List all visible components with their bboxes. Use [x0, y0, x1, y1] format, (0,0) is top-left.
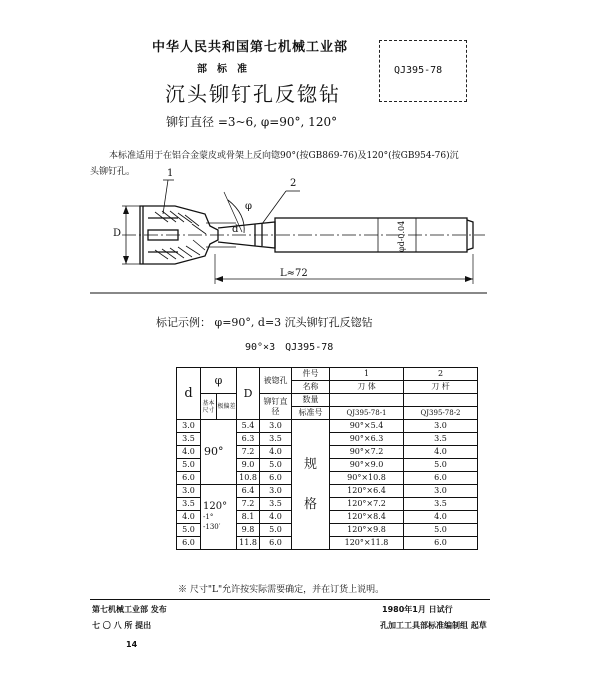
table-cell: 6.4: [237, 485, 260, 498]
specification-table: [176, 367, 478, 550]
standard-code: QJ395-78: [394, 65, 443, 76]
table-cell: 6.0: [260, 472, 292, 485]
table-cell: 6.0: [404, 537, 478, 550]
marking-example-line-1: 标记示例： φ=90°, d=3 沉头铆钉孔反锪钻: [156, 316, 373, 329]
header-rivet-dia: 铆钉直径: [260, 394, 292, 420]
footer-proposer: 七 〇 八 所 提出: [92, 621, 152, 630]
table-cell: 90°×6.3: [330, 433, 404, 446]
table-cell: [330, 394, 404, 407]
table-cell: 4.0: [404, 446, 478, 459]
header-col-2: 2: [404, 368, 478, 381]
dim-d-label: d: [232, 224, 239, 235]
header-phi-basic: 基本尺寸: [201, 394, 217, 420]
table-cell: 7.2: [237, 446, 260, 459]
table-cell: 9.0: [237, 459, 260, 472]
ministry-title: 中华人民共和国第七机械工业部: [152, 40, 349, 55]
table-cell: 4.0: [177, 446, 201, 459]
table-cell: 3.5: [260, 433, 292, 446]
header-name-1: 刀 体: [330, 381, 404, 394]
dim-D-label: D: [113, 228, 122, 239]
table-cell: 6.0: [404, 472, 478, 485]
table-cell: 90°×10.8: [330, 472, 404, 485]
header-std-1: QJ395-78-1: [330, 407, 404, 420]
header-rivet-hole: 被锪孔: [260, 368, 292, 394]
footer-issuer: 第七机械工业部 发布: [92, 605, 167, 614]
table-cell: 5.0: [177, 459, 201, 472]
spec-label: 规 格: [292, 420, 330, 550]
table-cell: 120°×8.4: [330, 511, 404, 524]
table-cell: 90°×7.2: [330, 446, 404, 459]
table-cell: 3.0: [404, 485, 478, 498]
table-cell: 7.2: [237, 498, 260, 511]
header-phi: φ: [201, 368, 237, 394]
header-qty: 数量: [292, 394, 330, 407]
table-cell: 5.0: [404, 459, 478, 472]
table-cell: 3.0: [177, 420, 201, 433]
table-cell: 5.4: [237, 420, 260, 433]
table-cell: 6.0: [260, 537, 292, 550]
table-row: [177, 420, 478, 433]
header-name-2: 刀 杆: [404, 381, 478, 394]
footnote: ※ 尺寸"L"允许按实际需要确定，并在订货上说明。: [178, 585, 385, 595]
header-col-1: 1: [330, 368, 404, 381]
table-cell: 3.5: [177, 433, 201, 446]
table-cell: 5.0: [177, 524, 201, 537]
table-cell: 3.0: [260, 420, 292, 433]
header-phi-tol: 极偏差: [217, 394, 237, 420]
callout-2: 2: [290, 178, 297, 189]
document-title: 沉头铆钉孔反锪钻: [165, 82, 341, 106]
table-cell: 6.3: [237, 433, 260, 446]
table-cell: 8.1: [237, 511, 260, 524]
table-cell: 11.8: [237, 537, 260, 550]
table-cell: 6.0: [177, 537, 201, 550]
table-cell: 3.0: [177, 485, 201, 498]
table-cell: 10.8: [237, 472, 260, 485]
dim-shank-diameter-label: φd-0.04: [397, 220, 406, 252]
table-header-row: [177, 368, 478, 381]
table-cell: 3.0: [260, 485, 292, 498]
table-cell: 120°×7.2: [330, 498, 404, 511]
table-cell: [404, 394, 478, 407]
table-cell: 9.8: [237, 524, 260, 537]
header-name: 名称: [292, 381, 330, 394]
table-cell: 5.0: [260, 459, 292, 472]
table-cell: 90°×5.4: [330, 420, 404, 433]
table-cell: 4.0: [404, 511, 478, 524]
header-std-2: QJ395-78-2: [404, 407, 478, 420]
table-cell: 3.5: [404, 433, 478, 446]
table-cell: 3.5: [404, 498, 478, 511]
intro-line-2: 头铆钉孔。: [90, 167, 136, 177]
table-cell: 4.0: [177, 511, 201, 524]
page-number: 14: [126, 640, 138, 649]
table-cell: 6.0: [177, 472, 201, 485]
table-cell: 4.0: [260, 511, 292, 524]
table-cell: 90°×9.0: [330, 459, 404, 472]
table-cell: 3.5: [260, 498, 292, 511]
angle-120: 120° -1° -130′: [201, 485, 237, 550]
table-cell: 5.0: [404, 524, 478, 537]
dim-phi-label: φ: [245, 201, 253, 212]
marking-example-line-2: 90°×3 QJ395-78: [245, 342, 334, 353]
table-cell: 120°×6.4: [330, 485, 404, 498]
table-cell: 3.5: [177, 498, 201, 511]
header-part-no: 件号: [292, 368, 330, 381]
header-std-no: 标准号: [292, 407, 330, 420]
header-d: d: [177, 368, 201, 420]
footer-drafter: 孔加工工具部标准编制组 起草: [380, 621, 487, 630]
table-cell: 3.0: [404, 420, 478, 433]
dim-L-label: L≈72: [280, 268, 308, 279]
footer-rule: [90, 599, 490, 600]
table-cell: 120°×9.8: [330, 524, 404, 537]
angle-90: 90°: [201, 420, 237, 485]
table-cell: 4.0: [260, 446, 292, 459]
intro-line-1: 本标准适用于在铝合金蒙皮或骨架上反向锪90°(按GB869-76)及120°(按GB954-76)沉: [109, 151, 459, 161]
tolerance: -1° -130′: [203, 513, 221, 531]
header-D: D: [237, 368, 260, 420]
standard-type: 部 标 准: [197, 64, 247, 75]
footer-date: 1980年1月 日试行: [382, 605, 453, 614]
table-cell: 120°×11.8: [330, 537, 404, 550]
document-subtitle: 铆钉直径 =3~6, φ=90°, 120°: [166, 115, 338, 129]
table-cell: 5.0: [260, 524, 292, 537]
callout-1: 1: [167, 168, 174, 179]
